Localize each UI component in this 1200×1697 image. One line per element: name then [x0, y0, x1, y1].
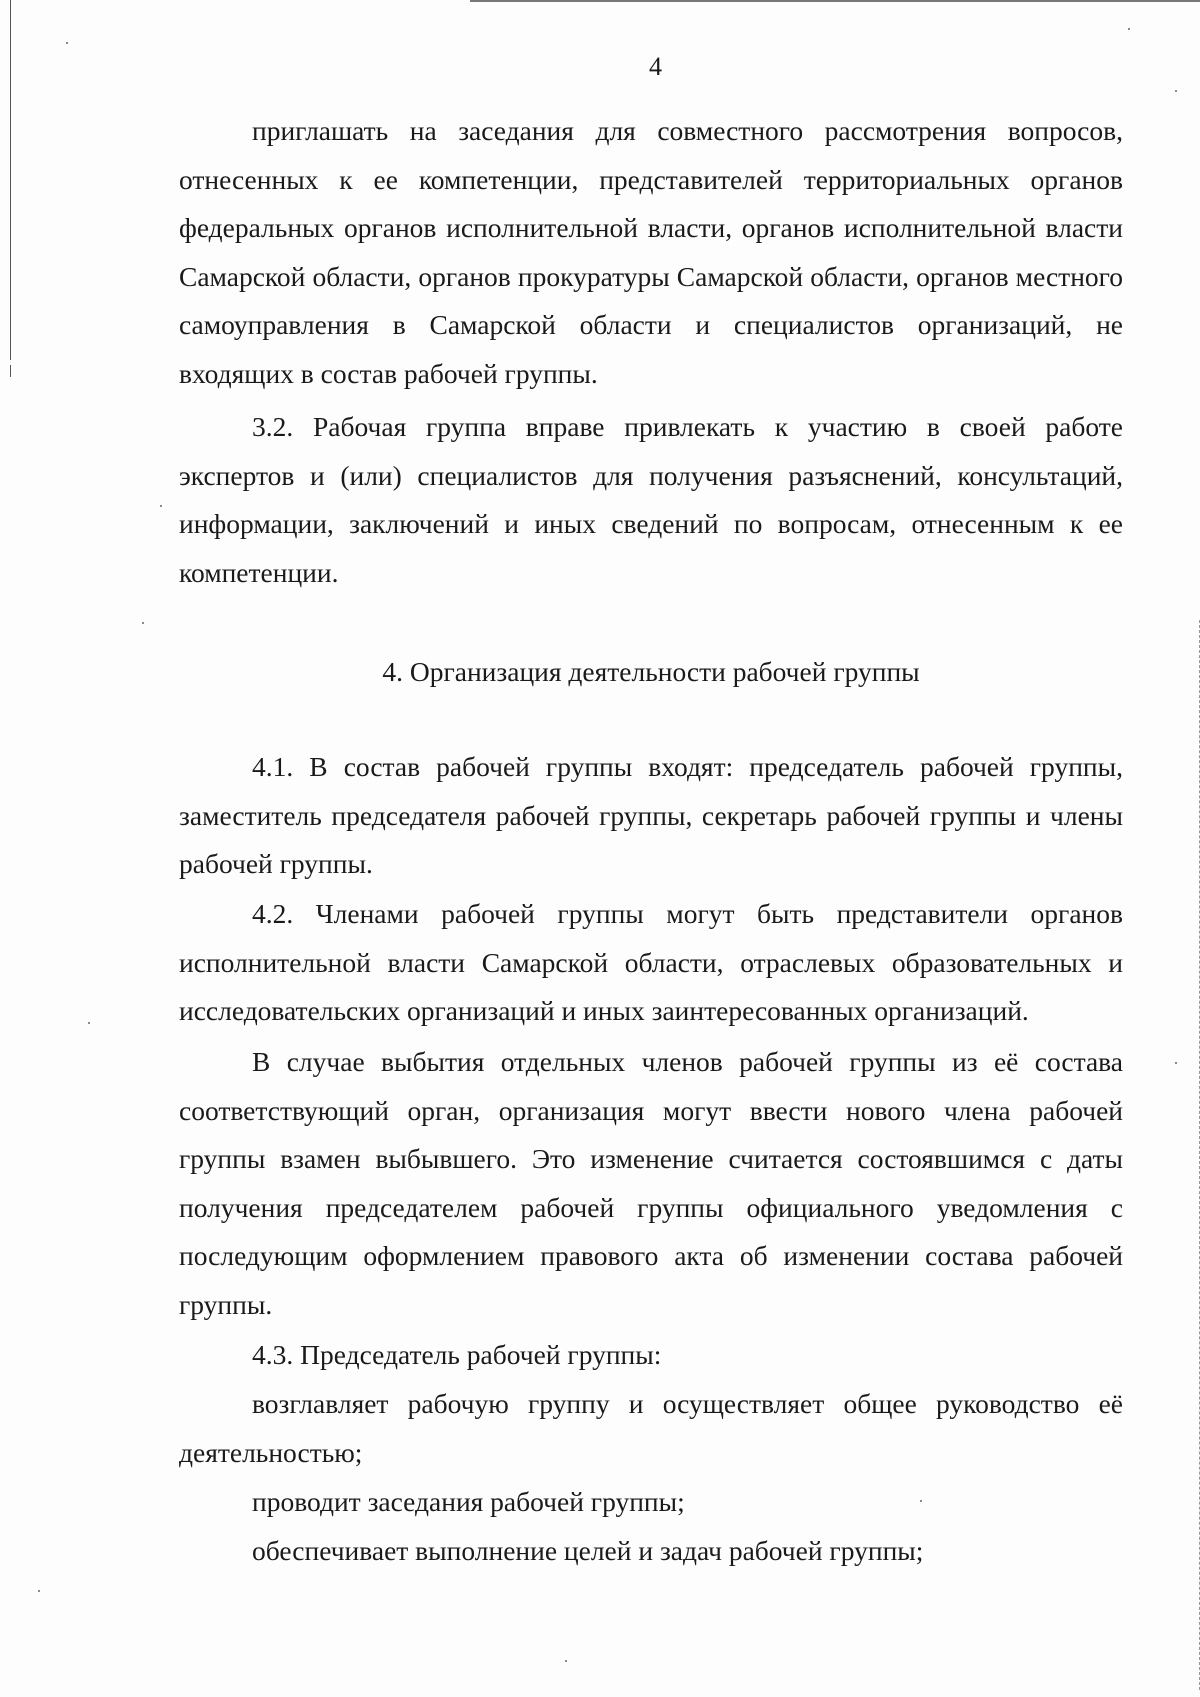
- paragraph-chair-duty-2: проводит заседания рабочей группы;: [252, 1486, 685, 1517]
- section-heading-4: 4. Организация деятельности рабочей группы: [382, 656, 920, 687]
- scan-speck: [160, 505, 162, 507]
- scan-edge-left-mark: [10, 365, 11, 377]
- page-number: 4: [649, 52, 662, 81]
- scan-speck: [1175, 1062, 1177, 1064]
- scan-speck: [565, 1660, 567, 1662]
- paragraph-4-1: 4.1. В состав рабочей группы входят: председатель рабочей группы, заместитель председателя рабочей группы, секретарь рабочей группы и члены рабочей группы.: [179, 751, 1123, 879]
- scan-speck: [88, 1022, 90, 1024]
- scan-speck: [1128, 28, 1130, 30]
- scan-speck: [920, 1500, 922, 1502]
- scan-speck: [1175, 90, 1177, 92]
- paragraph-replacement: В случае выбытия отдельных членов рабочей группы из её состава соответствующий орган, организация могут ввести нового члена рабочей группы взамен выбывшего. Это изменение считается состоявшимся с даты получения председателем рабочей группы официального уведомления с последующим оформлением правового акта об изменении состава рабочей группы.: [179, 1046, 1123, 1320]
- paragraph-invite: приглашать на заседания для совместного рассмотрения вопросов, отнесенных к ее компетенции, представителей территориальных органов федеральных органов исполнительной власти, органов исполнительной власти Самарской области, органов прокуратуры Самарской области, органов местного самоуправления в Самарской области и специалистов организаций, не входящих в состав рабочей группы.: [179, 115, 1123, 389]
- scan-speck: [142, 622, 144, 624]
- scan-speck: [66, 42, 68, 44]
- paragraph-chair-duty-1: возглавляет рабочую группу и осуществляет общее руководство её деятельностью;: [179, 1388, 1123, 1468]
- scan-edge-top: [470, 0, 1200, 2]
- paragraph-4-2: 4.2. Членами рабочей группы могут быть представители органов исполнительной власти Самарской области, отраслевых образовательных и исследовательских организаций и иных заинтересованных организаций.: [179, 898, 1123, 1026]
- paragraph-chair-duty-3: обеспечивает выполнение целей и задач рабочей группы;: [252, 1535, 924, 1566]
- paragraph-4-3: 4.3. Председатель рабочей группы:: [252, 1339, 662, 1370]
- scan-speck: [38, 1590, 40, 1592]
- paragraph-3-2: 3.2. Рабочая группа вправе привлекать к участию в своей работе экспертов и (или) специалистов для получения разъяснений, консультаций, информации, заключений и иных сведений по вопросам, отнесенным к ее компетенции.: [179, 411, 1123, 588]
